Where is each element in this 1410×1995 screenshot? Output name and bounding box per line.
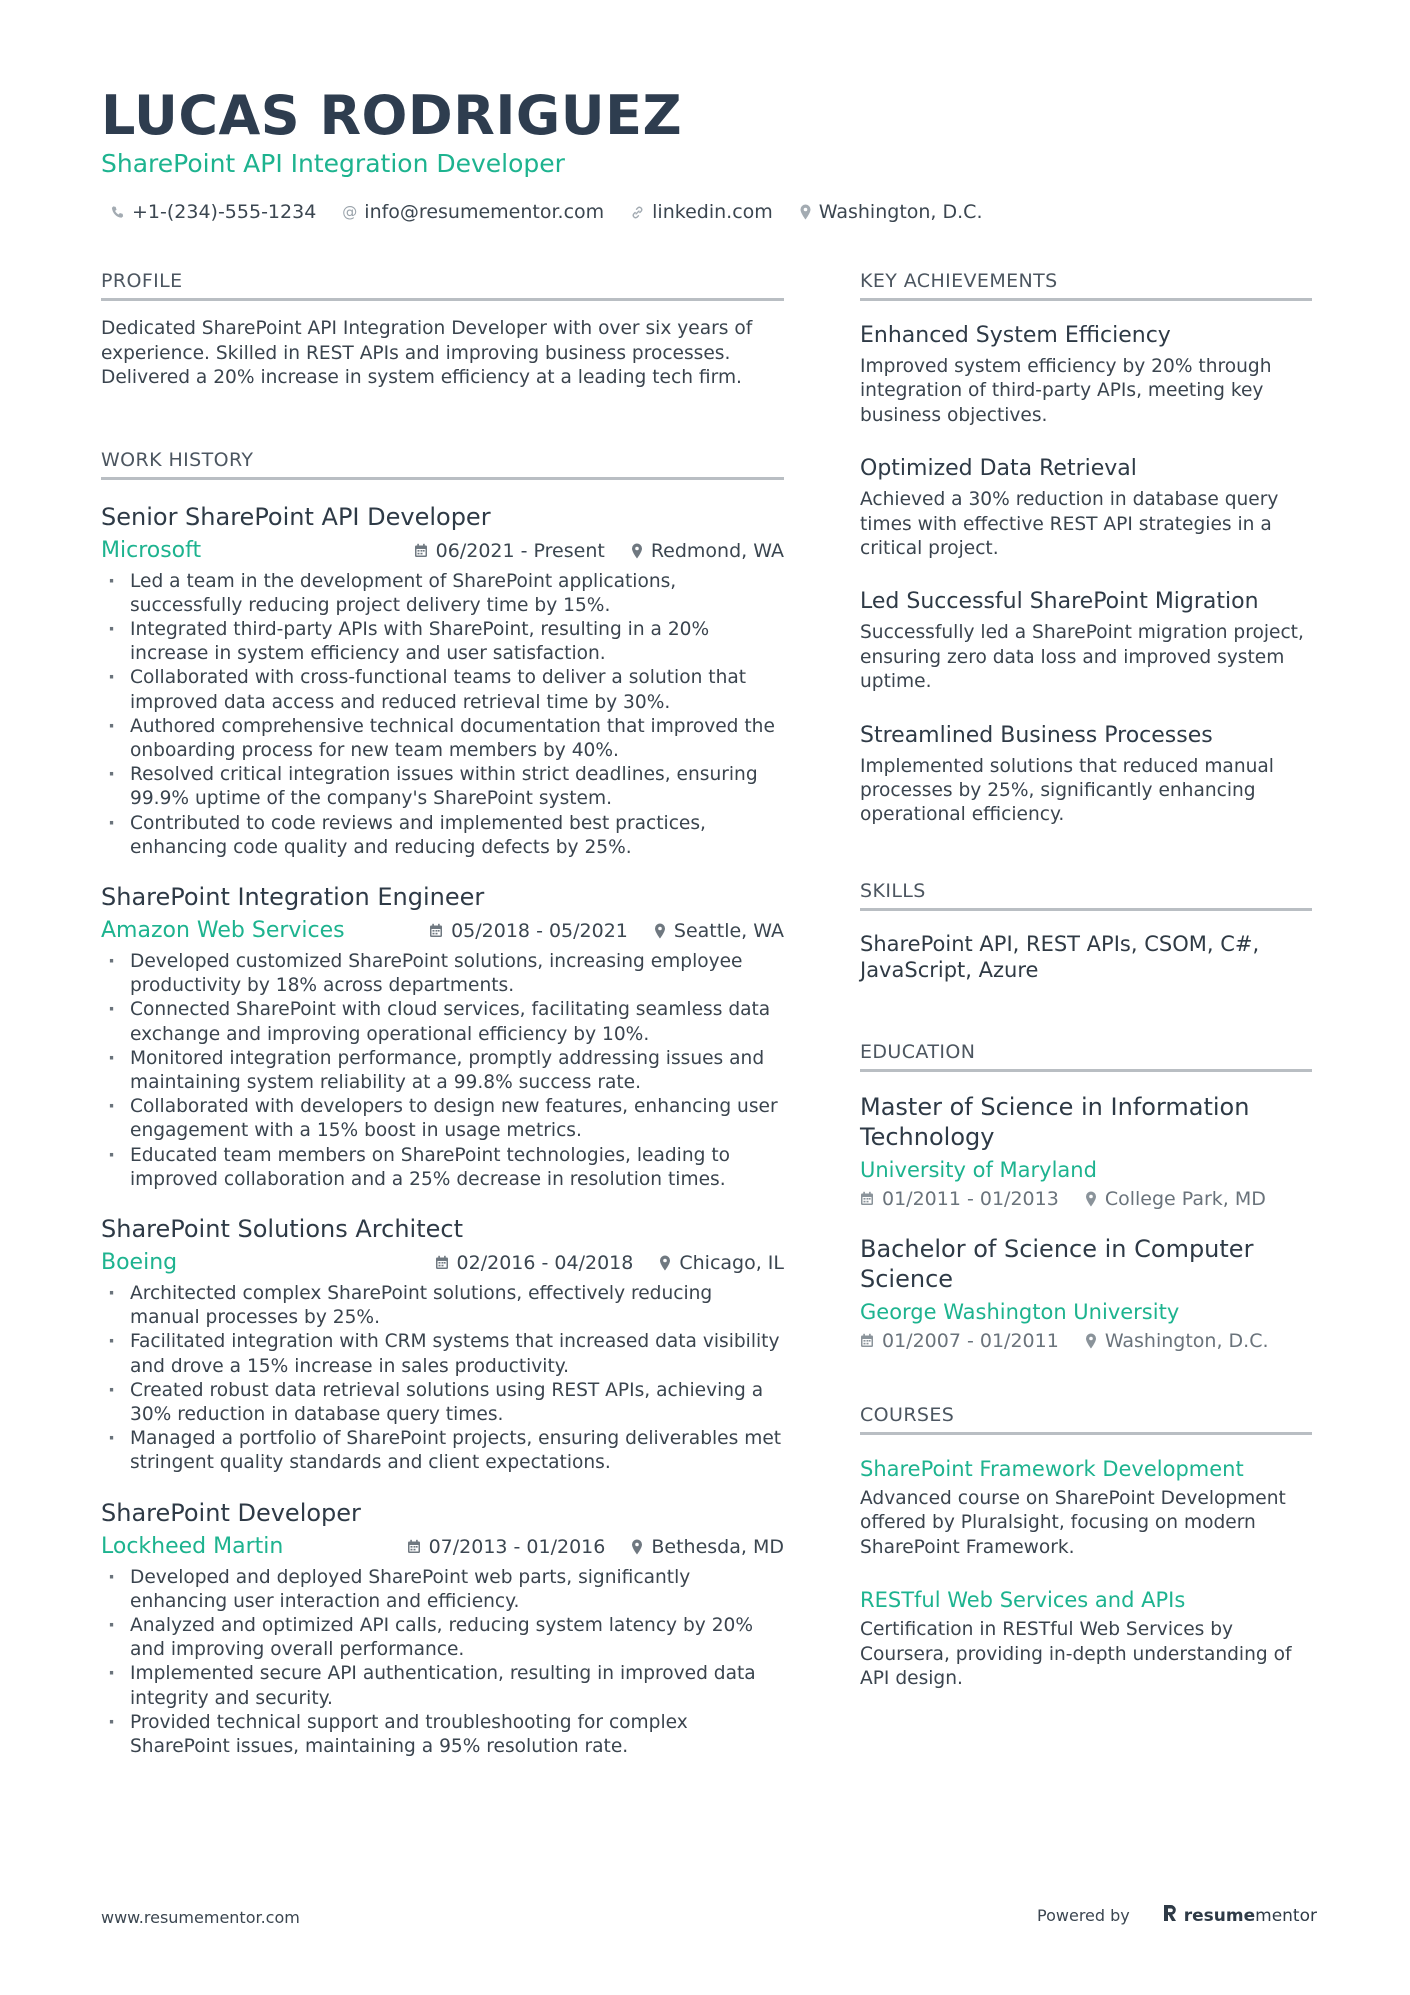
map-pin-icon (654, 923, 666, 939)
education-dates-text: 01/2007 - 01/2011 (882, 1329, 1059, 1352)
map-pin-icon (659, 1255, 671, 1271)
link-icon (630, 205, 645, 220)
job-dates (435, 1252, 634, 1274)
skills-heading: SKILLS (860, 878, 1312, 911)
job-bullets (101, 950, 784, 1192)
map-pin-icon (1085, 1191, 1097, 1207)
course-description: Advanced course on SharePoint Development offered by Pluralsight, focusing on modern SharePoint Framework. (860, 1487, 1286, 1558)
course-title: RESTful Web Services and APIs (860, 1588, 1186, 1613)
left-column (101, 268, 784, 1759)
job-bullet: · Managed a portfolio of SharePoint projects, ensuring deliverables met stringent quality standards and client expectations. (101, 1427, 784, 1475)
achievement-description: Achieved a 30% reduction in database query times with effective REST API strategies in a critical project. (860, 489, 1279, 560)
profile-text: Dedicated SharePoint API Integration Developer with over six years of experience. Skilled in REST APIs and improving business processes. Delivered a 20% increase in system efficiency at a leading tech firm. (101, 318, 753, 388)
job-bullet: · Developed and deployed SharePoint web parts, significantly enhancing user interaction and efficiency. (101, 1566, 784, 1614)
course-item (860, 1586, 1312, 1691)
education-school: University of Maryland (860, 1157, 1097, 1182)
job-bullet: · Educated team members on SharePoint technologies, leading to improved collaboration and a 25% decrease in resolution times. (101, 1144, 784, 1192)
education-dates (860, 1188, 1059, 1210)
job-role: SharePoint Developer (101, 1498, 361, 1527)
job-location-text: Seattle, WA (673, 919, 784, 942)
job-dates-text: 05/2018 - 05/2021 (451, 919, 628, 942)
achievement-title: Led Successful SharePoint Migration (860, 589, 1259, 615)
linkedin-text: linkedin.com (652, 201, 773, 223)
job-company: Amazon Web Services (101, 918, 345, 944)
education-dates (860, 1330, 1059, 1352)
education-location (1085, 1188, 1266, 1210)
job-bullet: · Facilitated integration with CRM systems that increased data visibility and drove a 15% increase in sales productivity. (101, 1330, 784, 1378)
job-role: SharePoint Integration Engineer (101, 882, 485, 911)
course-item (860, 1455, 1312, 1560)
calendar-icon (860, 1191, 874, 1206)
achievement-title: Streamlined Business Processes (860, 722, 1213, 748)
job-meta (435, 1252, 784, 1274)
job-entry (101, 1498, 784, 1760)
map-pin-icon (1085, 1333, 1097, 1349)
job-location (659, 1252, 784, 1274)
right-column (860, 268, 1312, 1691)
achievement-item (860, 454, 1312, 561)
job-dates-text: 06/2021 - Present (435, 539, 605, 562)
achievements-heading: KEY ACHIEVEMENTS (860, 268, 1312, 301)
contact-location (799, 198, 983, 226)
education-degree: Bachelor of Science in Computer Science (860, 1234, 1254, 1293)
job-entry (101, 1214, 784, 1476)
job-meta-line (101, 916, 784, 946)
achievement-description: Improved system efficiency by 20% through integration of third-party APIs, meeting key business objectives. (860, 356, 1272, 426)
job-bullets (101, 570, 784, 860)
job-bullet: · Developed customized SharePoint solutions, increasing employee productivity by 18% across departments. (101, 950, 784, 998)
job-bullets (101, 1282, 784, 1476)
job-location-text: Bethesda, MD (651, 1535, 784, 1558)
map-pin-icon (631, 543, 643, 559)
map-pin-icon (799, 204, 812, 220)
candidate-name: LUCAS RODRIGUEZ (101, 84, 683, 147)
job-location-text: Redmond, WA (650, 539, 784, 562)
achievement-description: Successfully led a SharePoint migration project, ensuring zero data loss and improved system uptime. (860, 622, 1304, 693)
course-title: SharePoint Framework Development (860, 1456, 1244, 1481)
education-dates-text: 01/2011 - 01/2013 (882, 1187, 1059, 1210)
achievement-list (860, 321, 1312, 828)
education-location (1085, 1330, 1269, 1352)
education-heading: EDUCATION (860, 1039, 1312, 1072)
location-text: Washington, D.C. (818, 201, 983, 223)
job-dates-text: 07/2013 - 01/2016 (428, 1535, 606, 1558)
job-company: Lockheed Martin (101, 1534, 284, 1560)
job-bullet: · Provided technical support and troubleshooting for complex SharePoint issues, maintaining a 95% resolution rate. (101, 1711, 784, 1759)
at-icon: @ (342, 203, 358, 221)
job-bullet: · Architected complex SharePoint solutions, effectively reducing manual processes by 25%. (101, 1282, 784, 1330)
job-list (101, 502, 784, 1760)
job-role: SharePoint Solutions Architect (101, 1214, 463, 1243)
brand-name-light: mentor (1255, 1905, 1317, 1926)
job-location-text: Chicago, IL (679, 1251, 784, 1274)
job-meta-line (101, 1248, 784, 1278)
job-company: Boeing (101, 1250, 178, 1276)
job-bullet: · Integrated third-party APIs with SharePoint, resulting in a 20% increase in system efficiency and user satisfaction. (101, 618, 784, 666)
calendar-icon (414, 543, 428, 558)
job-dates (407, 1536, 606, 1558)
job-bullet: · Collaborated with developers to design new features, enhancing user engagement with a 15% boost in usage metrics. (101, 1095, 784, 1143)
education-list (860, 1092, 1312, 1352)
work-history-heading: WORK HISTORY (101, 447, 784, 480)
phone-text: +1-(234)-555-1234 (132, 201, 317, 223)
achievement-title: Enhanced System Efficiency (860, 323, 1171, 348)
job-meta (407, 1536, 784, 1558)
calendar-icon (429, 923, 443, 938)
job-bullet: · Analyzed and optimized API calls, reducing system latency by 20% and improving overall performance. (101, 1614, 784, 1662)
achievement-title: Optimized Data Retrieval (860, 456, 1137, 482)
job-bullets (101, 1566, 784, 1760)
education-meta (860, 1188, 1312, 1210)
footer-branding (1037, 1904, 1317, 1927)
education-school: George Washington University (860, 1299, 1180, 1324)
contact-email[interactable] (342, 198, 604, 226)
resumementor-logo-icon (1162, 1904, 1178, 1927)
profile-heading: PROFILE (101, 268, 784, 301)
job-dates (429, 920, 628, 942)
job-bullet: · Created robust data retrieval solutions using REST APIs, achieving a 30% reduction in database query times. (101, 1379, 784, 1427)
job-bullet: · Led a team in the development of SharePoint applications, successfully reducing project delivery time by 15%. (101, 570, 784, 618)
powered-by-label: Powered by (1037, 1906, 1130, 1925)
phone-icon (110, 205, 125, 220)
map-pin-icon (631, 1539, 643, 1555)
job-bullet: · Resolved critical integration issues within strict deadlines, ensuring 99.9% uptime of the company's SharePoint system. (101, 763, 784, 811)
footer-website[interactable]: www.resumementor.com (101, 1908, 300, 1927)
job-meta-line (101, 536, 784, 566)
job-bullet: · Contributed to code reviews and implemented best practices, enhancing code quality and reducing defects by 25%. (101, 812, 784, 860)
brand-name-bold: resume (1183, 1905, 1256, 1926)
job-meta-line (101, 1532, 784, 1562)
course-list (860, 1455, 1312, 1691)
job-company: Microsoft (101, 538, 202, 563)
job-bullet: · Implemented secure API authentication, resulting in improved data integrity and security. (101, 1662, 784, 1710)
job-entry (101, 882, 784, 1192)
achievement-item (860, 587, 1312, 694)
job-meta (414, 540, 784, 562)
skills-text: SharePoint API, REST APIs, CSOM, C#, JavaScript, Azure (860, 931, 1260, 982)
contact-linkedin[interactable] (630, 198, 773, 226)
education-location-text: College Park, MD (1104, 1187, 1266, 1210)
job-bullet: · Collaborated with cross-functional teams to deliver a solution that improved data access and reduced retrieval time by 30%. (101, 666, 784, 714)
achievement-description: Implemented solutions that reduced manual processes by 25%, significantly enhancing operational efficiency. (860, 755, 1274, 826)
course-description: Certification in RESTful Web Services by Coursera, providing in-depth understanding of API design. (860, 1619, 1292, 1689)
calendar-icon (407, 1539, 421, 1554)
job-bullet: · Authored comprehensive technical documentation that improved the onboarding process for new team members by 40%. (101, 715, 784, 763)
brand-logo[interactable] (1162, 1904, 1317, 1927)
job-bullet: · Connected SharePoint with cloud services, facilitating seamless data exchange and improving operational efficiency by 10%. (101, 998, 784, 1046)
education-degree: Master of Science in Information Technology (860, 1092, 1250, 1151)
education-item (860, 1092, 1312, 1210)
achievement-item (860, 321, 1312, 428)
email-text: info@resumementor.com (364, 201, 605, 223)
achievement-item (860, 721, 1312, 828)
contact-phone[interactable] (110, 198, 316, 226)
job-location (631, 1536, 784, 1558)
job-location (654, 920, 784, 942)
education-item (860, 1234, 1312, 1352)
courses-heading: COURSES (860, 1402, 1312, 1435)
education-location-text: Washington, D.C. (1104, 1329, 1269, 1352)
job-entry (101, 502, 784, 860)
job-dates (414, 540, 605, 562)
candidate-title: SharePoint API Integration Developer (101, 149, 565, 178)
contact-bar (110, 198, 1009, 226)
job-dates-text: 02/2016 - 04/2018 (456, 1251, 634, 1274)
education-meta (860, 1330, 1312, 1352)
calendar-icon (860, 1333, 874, 1348)
job-meta (429, 920, 784, 942)
job-location (631, 540, 784, 562)
job-bullet: · Monitored integration performance, promptly addressing issues and maintaining system reliability at a 99.8% success rate. (101, 1047, 784, 1095)
job-role: Senior SharePoint API Developer (101, 502, 491, 531)
calendar-icon (435, 1255, 449, 1270)
